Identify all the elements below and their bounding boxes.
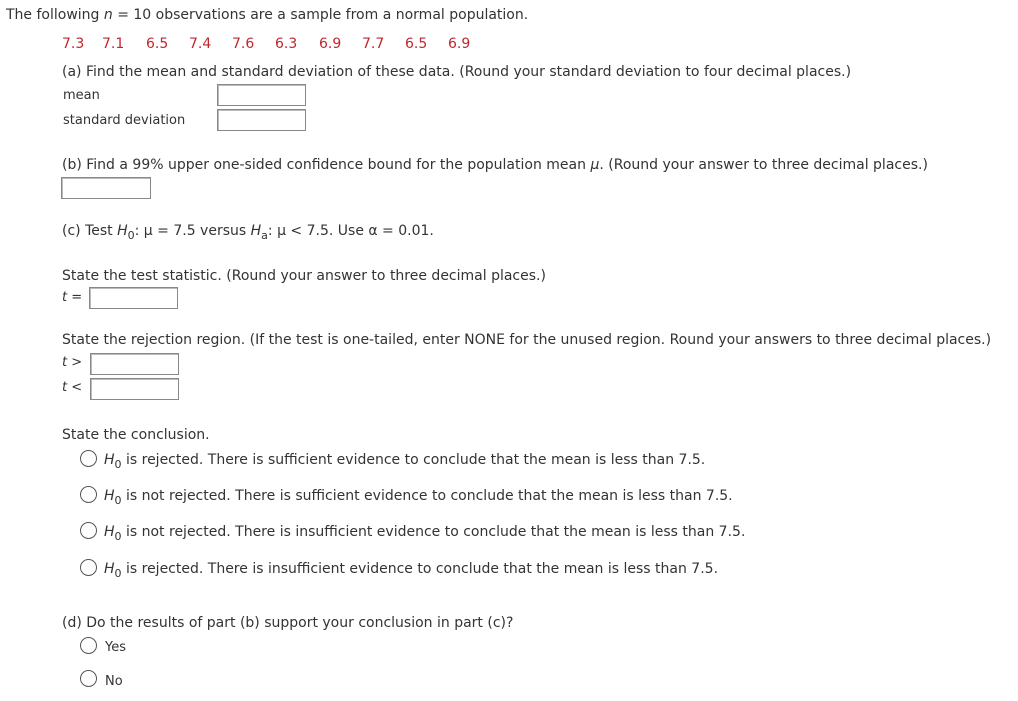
observation-value: 6.9: [448, 36, 471, 52]
mean-label: mean: [63, 88, 100, 103]
conclusion-radio-4[interactable]: [80, 559, 97, 576]
observation-value: 6.5: [405, 36, 428, 52]
conclusion-radio-2[interactable]: [80, 486, 97, 503]
t-equals-label: t =: [62, 290, 83, 305]
observation-value: 7.7: [362, 36, 385, 52]
t-greater-input[interactable]: [90, 353, 179, 375]
part-c-prompt: (c) Test $H_0$: μ = 7.5 versus $H_a$: μ < 7.5. Use α = 0.01.: [62, 223, 434, 242]
upper-bound-input[interactable]: [61, 177, 151, 199]
no-radio[interactable]: [80, 670, 97, 687]
sd-label: standard deviation: [63, 113, 186, 128]
conclusion-prompt: State the conclusion.: [62, 427, 210, 443]
conclusion-option-2[interactable]: $H_0$ is not rejected. There is sufficient evidence to conclude that the mean is less than 7.5.: [104, 488, 733, 507]
test-statistic-input[interactable]: [89, 287, 178, 309]
conclusion-option-4[interactable]: $H_0$ is rejected. There is insufficient evidence to conclude that the mean is less than 7.5.: [104, 561, 719, 580]
observation-value: 6.9: [319, 36, 342, 52]
observation-value: 6.5: [146, 36, 169, 52]
intro-text: The following n = 10 observations are a sample from a normal population.: [6, 7, 529, 23]
conclusion-option-1[interactable]: $H_0$ is rejected. There is sufficient evidence to conclude that the mean is less than 7.5.: [104, 452, 706, 471]
part-b-prompt: (b) Find a 99% upper one-sided confidence bound for the population mean μ. (Round your answer to three decimal places.): [62, 157, 928, 173]
part-a-prompt: (a) Find the mean and standard deviation of these data. (Round your standard deviation to four decimal places.): [62, 64, 852, 80]
no-label[interactable]: No: [105, 674, 123, 689]
conclusion-option-3[interactable]: $H_0$ is not rejected. There is insufficient evidence to conclude that the mean is less than 7.5.: [104, 524, 746, 543]
mean-input[interactable]: [217, 84, 306, 106]
observation-value: 7.1: [102, 36, 125, 52]
t-less-input[interactable]: [90, 378, 179, 400]
observation-value: 7.3: [62, 36, 85, 52]
observation-value: 7.6: [232, 36, 255, 52]
observation-value: 6.3: [275, 36, 298, 52]
observation-value: 7.4: [189, 36, 212, 52]
yes-label[interactable]: Yes: [105, 640, 126, 655]
test-statistic-prompt: State the test statistic. (Round your answer to three decimal places.): [62, 268, 546, 284]
rejection-region-prompt: State the rejection region. (If the test is one-tailed, enter NONE for the unused region. Round your answers to three decimal places.): [62, 332, 992, 348]
t-less-label: t <: [62, 380, 83, 395]
sd-input[interactable]: [217, 109, 306, 131]
conclusion-radio-1[interactable]: [80, 450, 97, 467]
part-d-prompt: (d) Do the results of part (b) support your conclusion in part (c)?: [62, 615, 514, 631]
conclusion-radio-3[interactable]: [80, 522, 97, 539]
yes-radio[interactable]: [80, 637, 97, 654]
t-greater-label: t >: [62, 355, 83, 370]
